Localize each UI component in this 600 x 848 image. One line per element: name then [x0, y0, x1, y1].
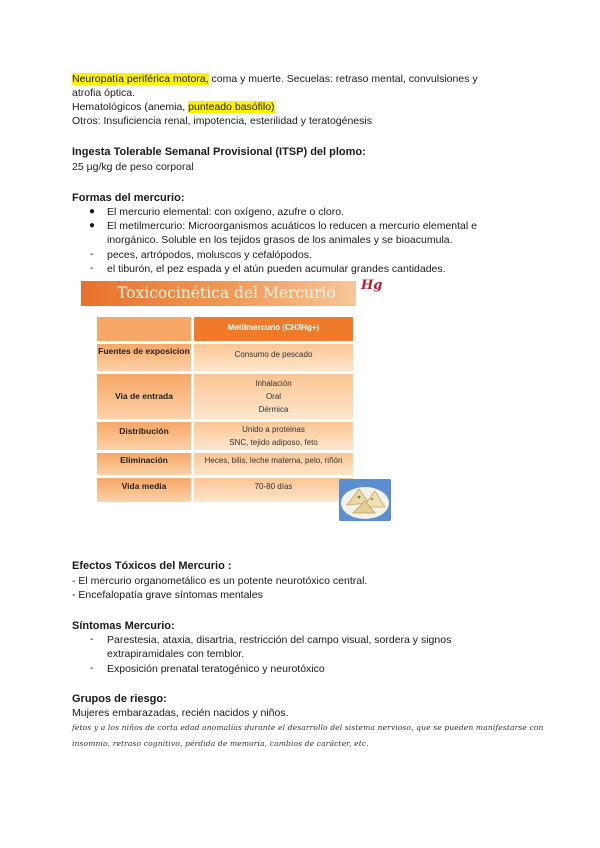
- table-cell: SNC, tejido adiposo, feto: [229, 438, 318, 447]
- table-cell: 70-80 días: [194, 478, 353, 502]
- efectos-line-1: - El mercurio organometálico es un potente neurotóxico central.: [72, 575, 368, 587]
- intro-line-3: [72, 100, 275, 114]
- intro-line-2: atrofia óptica.: [72, 87, 136, 99]
- table-cell: Oral: [265, 392, 282, 401]
- sintomas-item-2: Exposición prenatal teratogénico y neurotóxico: [107, 663, 325, 675]
- dash-marker: -: [90, 662, 94, 674]
- table-header: Metilmercurio (CH3Hg+): [194, 317, 353, 341]
- formas-bullet-1: El mercurio elemental: con oxígeno, azufre o cloro.: [107, 206, 344, 218]
- handwritten-note-1: fetos y a los niños de corta edad anomalías durante el desarrollo del sistema nervioso, que se pueden manifestarse con: [72, 723, 544, 732]
- table-cell: Inhalación: [255, 379, 292, 388]
- slide-title-bar: [81, 281, 356, 306]
- intro-line-4: Otros: Insuficiencia renal, impotencia, esterilidad y teratogénesis: [72, 115, 372, 127]
- slide-title: Toxicocinética del Mercurio: [117, 284, 336, 302]
- sintomas-item-1-cont: extrapiramidales con temblor.: [107, 648, 245, 660]
- table-row-label: Vida media: [97, 478, 191, 502]
- table-cell-group: [194, 422, 353, 450]
- table-cell-group: [194, 374, 353, 419]
- table-cell: Consumo de pescado: [194, 344, 353, 371]
- intro-line-1-text: coma y muerte. Secuelas: retraso mental, convulsiones y: [208, 73, 478, 85]
- formas-heading: Formas del mercurio:: [72, 192, 185, 204]
- bullet-icon: ●: [89, 206, 96, 217]
- table-row-label: Eliminación: [97, 453, 191, 475]
- efectos-heading: Efectos Tóxicos del Mercurio :: [72, 560, 232, 572]
- itsp-value: 25 µg/kg de peso corporal: [72, 161, 194, 173]
- table-row-label: Distribución: [97, 422, 191, 450]
- hg-symbol: Hg: [361, 278, 383, 293]
- table-header-blank: [97, 317, 191, 341]
- highlight-neuropatia: Neuropatía periférica motora,: [72, 73, 209, 85]
- table-row-label: Fuentes de exposicion: [97, 344, 191, 371]
- efectos-line-2: - Encefalopatía grave síntomas mentales: [72, 589, 263, 601]
- table-row-label: Via de entrada: [97, 374, 191, 419]
- bullet-icon: ●: [89, 220, 96, 231]
- itsp-heading: Ingesta Tolerable Semanal Provisional (ITSP) del plomo:: [72, 146, 366, 158]
- riesgo-line: Mujeres embarazadas, recién nacidos y niños.: [72, 707, 289, 719]
- handwritten-note-2: insomnio, retraso cognitivo, pérdida de memoria, cambios de carácter, etc.: [72, 739, 369, 748]
- riesgo-heading: Grupos de riesgo:: [72, 693, 167, 705]
- sintomas-heading: Síntomas Mercurio:: [72, 620, 175, 632]
- table-cell: Heces, bilis, leche materna, pelo, riñón: [194, 453, 353, 475]
- sintomas-item-1: Parestesia, ataxia, disartria, restricción del campo visual, sordera y signos: [107, 634, 452, 646]
- formas-bullet-2-cont: inorgánico. Soluble en los tejidos grasos de los animales y se bioacumula.: [107, 234, 453, 246]
- formas-dash-2: el tiburón, el pez espada y el atún pueden acumular grandes cantidades.: [107, 263, 446, 275]
- highlight-punteado: punteado basófilo): [188, 101, 275, 113]
- dash-marker: -: [90, 633, 94, 645]
- fish-dish-image: [339, 479, 391, 521]
- table-cell: Dérmica: [258, 405, 289, 414]
- formas-dash-1: peces, artrópodos, moluscos y cefalópodos.: [107, 249, 312, 261]
- intro-line-3-text: Hematológicos (anemia,: [72, 101, 189, 113]
- intro-line-1: [72, 72, 478, 86]
- table-cell: Unido a proteinas: [242, 425, 305, 434]
- toxicokinetics-slide: [81, 278, 391, 521]
- dash-marker: -: [90, 262, 94, 274]
- formas-bullet-2: El metilmercurio: Microorganismos acuáticos lo reducen a mercurio elemental e: [107, 220, 477, 232]
- dash-marker: -: [90, 248, 94, 260]
